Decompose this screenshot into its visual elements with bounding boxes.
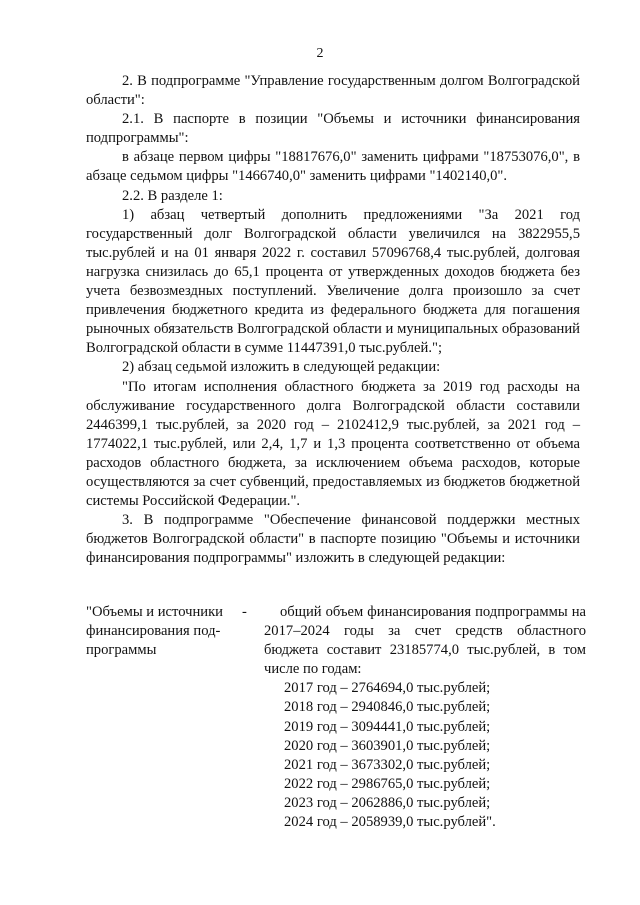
financing-year-item: 2017 год – 2764694,0 тыс.рублей; <box>284 680 491 697</box>
paragraph: 3. В подпрограмме "Обеспечение финансовой поддержки местных бюджетов Волгоградской области" в паспорте позицию "Объемы и источники финансирования подпрограммы" изложить в следующей редакции: <box>86 512 580 567</box>
paragraph: 2.2. В разделе 1: <box>122 187 223 204</box>
financing-year-item: 2018 год – 2940846,0 тыс.рублей; <box>284 699 491 716</box>
financing-year-item: 2023 год – 2062886,0 тыс.рублей; <box>284 794 491 811</box>
position-label-line: программы <box>86 642 157 659</box>
financing-year-item: 2019 год – 3094441,0 тыс.рублей; <box>284 718 491 735</box>
page-number: 2 <box>316 46 324 61</box>
financing-intro: общий объем финансирования подпрограммы на 2017–2024 годы за счет средств областного бюджета составит 23185774,0 тыс.рублей, в том числе по годам: <box>264 604 586 678</box>
financing-year-item: 2022 год – 2986765,0 тыс.рублей; <box>284 775 491 792</box>
position-content <box>264 603 586 832</box>
position-dash: - <box>242 604 247 620</box>
financing-year-item: 2021 год – 3673302,0 тыс.рублей; <box>284 756 491 773</box>
financing-years-list <box>264 679 586 832</box>
paragraph: 1) абзац четвертый дополнить предложениями "За 2021 год государственный долг Волгоградской области увеличился на 3822955,5 тыс.рублей и на 01 января 2022 г. составил 57096768,4 тыс.рублей, долговая нагрузка снизилась до 65,1 процента от утвержденных доходов бюджета без учета безвозмездных поступлений. Увеличение долга произошло за счет привлечения бюджетного кредита из федерального бюджета для погашения рыночных обязательств Волгоградской области и муниципальных образований Волгоградской области в сумме 11447391,0 тыс.рублей."; <box>86 206 580 357</box>
paragraph: 2. В подпрограмме "Управление государственным долгом Волгоградской области": <box>86 73 580 109</box>
financing-year-item: 2020 год – 3603901,0 тыс.рублей; <box>284 737 491 754</box>
position-label-line: "Объемы и источники <box>86 604 223 620</box>
position-label-line: финансирования под- <box>86 623 221 640</box>
financing-year-item: 2024 год – 2058939,0 тыс.рублей". <box>284 814 496 831</box>
paragraph: в абзаце первом цифры "18817676,0" заменить цифрами "18753076,0", в абзаце седьмом цифры "1466740,0" заменить цифрами "1402140,0". <box>86 149 580 185</box>
paragraph: "По итогам исполнения областного бюджета за 2019 год расходы на обслуживание государственного долга Волгоградской области составили 2446399,1 тыс.рублей, за 2020 год – 2102412,9 тыс.рублей, за 2021 год – 1774022,1 тыс.рублей, или 2,4, 1,7 и 1,3 процента соответственно от объема расходов областного бюджета, за исключением объема расходов, которые осуществляются за счет субвенций, предоставляемых из бюджетов бюджетной системы Российской Федерации.". <box>86 378 580 510</box>
document-body <box>86 72 580 568</box>
paragraph: 2) абзац седьмой изложить в следующей редакции: <box>122 359 441 376</box>
position-label <box>86 603 256 660</box>
paragraph: 2.1. В паспорте в позиции "Объемы и источники финансирования подпрограммы": <box>86 111 580 147</box>
